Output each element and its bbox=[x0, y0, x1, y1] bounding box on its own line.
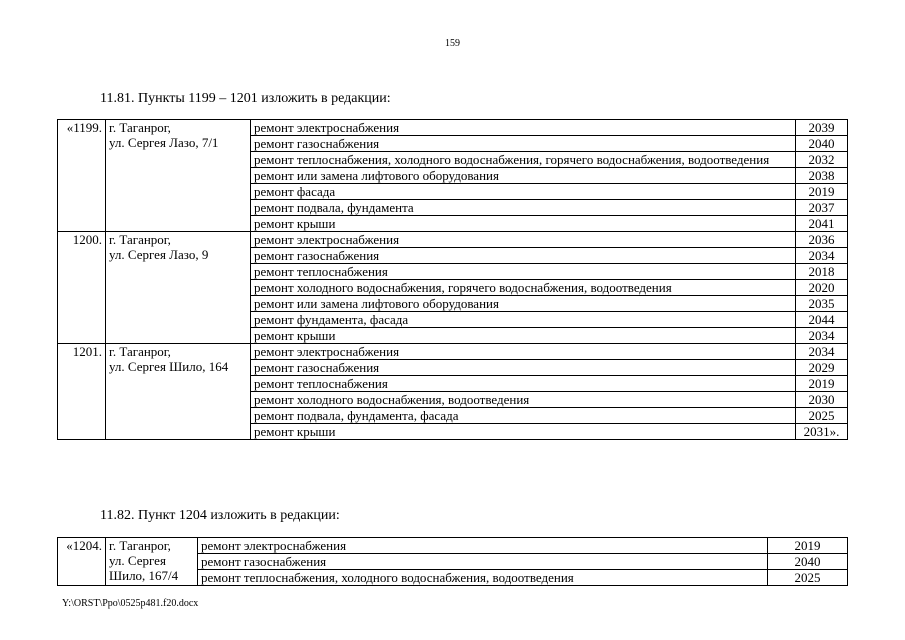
work-year: 2025 bbox=[796, 408, 848, 424]
work-year: 2020 bbox=[796, 280, 848, 296]
work-description: ремонт газоснабжения bbox=[251, 248, 796, 264]
work-year: 2039 bbox=[796, 120, 848, 136]
work-description: ремонт подвала, фундамента bbox=[251, 200, 796, 216]
work-year: 2034 bbox=[796, 344, 848, 360]
work-year: 2034 bbox=[796, 248, 848, 264]
item-address bbox=[106, 120, 251, 232]
work-description: ремонт крыши bbox=[251, 216, 796, 232]
work-year: 2032 bbox=[796, 152, 848, 168]
work-year: 2029 bbox=[796, 360, 848, 376]
work-description: ремонт электроснабжения bbox=[198, 538, 768, 554]
address-line: ул. Сергея Лазо, 9 bbox=[109, 247, 209, 262]
work-description: ремонт фундамента, фасада bbox=[251, 312, 796, 328]
work-description: ремонт теплоснабжения bbox=[251, 376, 796, 392]
work-description: ремонт электроснабжения bbox=[251, 344, 796, 360]
address-line: г. Таганрог, bbox=[109, 344, 171, 359]
work-year: 2019 bbox=[796, 184, 848, 200]
item-address bbox=[106, 344, 251, 440]
address-line: ул. Сергея Лазо, 7/1 bbox=[109, 135, 219, 150]
work-description: ремонт подвала, фундамента, фасада bbox=[251, 408, 796, 424]
footer-file-path: Y:\ORST\Ppo\0525p481.f20.docx bbox=[62, 598, 199, 609]
work-year: 2018 bbox=[796, 264, 848, 280]
address-line: ул. Сергея Шило, 164 bbox=[109, 359, 229, 374]
work-description: ремонт крыши bbox=[251, 424, 796, 440]
work-year: 2040 bbox=[796, 136, 848, 152]
work-year: 2034 bbox=[796, 328, 848, 344]
address-line: г. Таганрог, bbox=[109, 232, 171, 247]
work-description: ремонт электроснабжения bbox=[251, 232, 796, 248]
work-description: ремонт крыши bbox=[251, 328, 796, 344]
table-row bbox=[58, 120, 848, 136]
address-line: г. Таганрог, bbox=[109, 538, 171, 553]
work-year: 2035 bbox=[796, 296, 848, 312]
work-year: 2019 bbox=[796, 376, 848, 392]
work-description: ремонт холодного водоснабжения, водоотведения bbox=[251, 392, 796, 408]
work-description: ремонт или замена лифтового оборудования bbox=[251, 296, 796, 312]
work-description: ремонт теплоснабжения, холодного водоснабжения, водоотведения bbox=[198, 570, 768, 586]
address-line: ул. Сергея bbox=[109, 553, 166, 568]
work-year: 2036 bbox=[796, 232, 848, 248]
work-year: 2037 bbox=[796, 200, 848, 216]
work-year: 2030 bbox=[796, 392, 848, 408]
item-number: 1200. bbox=[58, 232, 106, 344]
work-description: ремонт или замена лифтового оборудования bbox=[251, 168, 796, 184]
work-year: 2044 bbox=[796, 312, 848, 328]
work-year: 2041 bbox=[796, 216, 848, 232]
item-number: «1199. bbox=[58, 120, 106, 232]
work-year: 2040 bbox=[768, 554, 848, 570]
work-description: ремонт фасада bbox=[251, 184, 796, 200]
items-table-1204 bbox=[57, 537, 848, 586]
work-description: ремонт холодного водоснабжения, горячего водоснабжения, водоотведения bbox=[251, 280, 796, 296]
items-table-1199-1201 bbox=[57, 119, 848, 440]
item-number: 1201. bbox=[58, 344, 106, 440]
item-address bbox=[106, 232, 251, 344]
table-row bbox=[58, 344, 848, 360]
work-description: ремонт теплоснабжения, холодного водоснабжения, горячего водоснабжения, водоотведения bbox=[251, 152, 796, 168]
address-line: г. Таганрог, bbox=[109, 120, 171, 135]
work-description: ремонт электроснабжения bbox=[251, 120, 796, 136]
work-year: 2038 bbox=[796, 168, 848, 184]
work-description: ремонт газоснабжения bbox=[251, 360, 796, 376]
item-address bbox=[106, 538, 198, 586]
page-number: 159 bbox=[445, 38, 460, 49]
table-row bbox=[58, 538, 848, 554]
section-heading-11-81: 11.81. Пункты 1199 – 1201 изложить в редакции: bbox=[100, 91, 391, 106]
work-description: ремонт газоснабжения bbox=[251, 136, 796, 152]
address-line: Шило, 167/4 bbox=[109, 568, 179, 583]
work-description: ремонт газоснабжения bbox=[198, 554, 768, 570]
work-year: 2019 bbox=[768, 538, 848, 554]
section-heading-11-82: 11.82. Пункт 1204 изложить в редакции: bbox=[100, 508, 340, 523]
item-number: «1204. bbox=[58, 538, 106, 586]
work-year: 2025 bbox=[768, 570, 848, 586]
table-row bbox=[58, 232, 848, 248]
work-year: 2031». bbox=[796, 424, 848, 440]
work-description: ремонт теплоснабжения bbox=[251, 264, 796, 280]
